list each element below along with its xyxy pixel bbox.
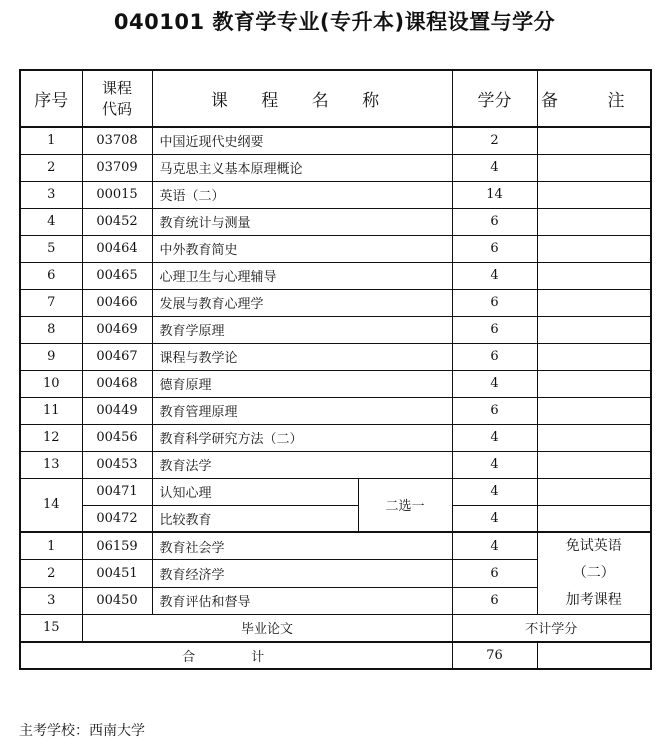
extra-index-1: 1: [20, 532, 82, 560]
course-credits: 2: [452, 127, 537, 154]
total-remark: [537, 642, 651, 669]
thesis-row: [20, 615, 651, 642]
course-name: 马克思主义基本原理概论: [152, 154, 452, 181]
extra-code-3: 00450: [82, 587, 152, 615]
table-row: [20, 316, 651, 343]
header-name: 课 程 名 称: [152, 70, 452, 127]
table-header-row: [20, 70, 651, 127]
table-row: [20, 289, 651, 316]
table-row: [20, 370, 651, 397]
course-index: 9: [20, 343, 82, 370]
course-index: 4: [20, 208, 82, 235]
course-index: 8: [20, 316, 82, 343]
table-row: [20, 181, 651, 208]
course-code: 00466: [82, 289, 152, 316]
course-name: 德育原理: [152, 370, 452, 397]
thesis-credits: 不计学分: [452, 615, 651, 642]
extra-name-1: 教育社会学: [152, 532, 452, 560]
course-name: 教育统计与测量: [152, 208, 452, 235]
table-row: [20, 397, 651, 424]
course-credits: 14: [452, 181, 537, 208]
course-remark: [537, 397, 651, 424]
elective-credits-1: 4: [452, 478, 537, 505]
extra-remark-line-3: 加考课程: [565, 592, 622, 608]
course-credits: 4: [452, 262, 537, 289]
course-remark: [537, 316, 651, 343]
course-remark: [537, 235, 651, 262]
extra-credits-3: 6: [452, 587, 537, 615]
extra-credits-1: 4: [452, 532, 537, 560]
course-index: 2: [20, 154, 82, 181]
course-name: 课程与教学论: [152, 343, 452, 370]
elective-remark-2: [537, 505, 651, 532]
course-remark: [537, 262, 651, 289]
extra-name-3: 教育评估和督导: [152, 587, 452, 615]
course-index: 1: [20, 127, 82, 154]
elective-name-1: 认知心理: [152, 478, 358, 505]
elective-group: [20, 478, 651, 532]
course-credits: 6: [452, 397, 537, 424]
total-label: 合 计: [20, 642, 452, 669]
table-row: [20, 451, 651, 478]
course-name: 中外教育简史: [152, 235, 452, 262]
course-remark: [537, 343, 651, 370]
course-index: 12: [20, 424, 82, 451]
course-credits: 6: [452, 316, 537, 343]
course-credits: 4: [452, 154, 537, 181]
course-remark: [537, 289, 651, 316]
course-name: 教育学原理: [152, 316, 452, 343]
elective-credits-2: 4: [452, 505, 537, 532]
header-code-label: 课程代码: [101, 78, 132, 118]
course-rows: [20, 127, 651, 478]
course-name: 英语（二）: [152, 181, 452, 208]
course-name: 发展与教育心理学: [152, 289, 452, 316]
elective-note: 二选一: [358, 478, 452, 532]
thesis-name: 毕业论文: [82, 615, 452, 642]
header-credits: 学分: [452, 70, 537, 127]
course-code: 00015: [82, 181, 152, 208]
course-remark: [537, 181, 651, 208]
elective-name-2: 比较教育: [152, 505, 358, 532]
course-code: 03708: [82, 127, 152, 154]
table-row: [20, 532, 651, 560]
table-row: [20, 262, 651, 289]
course-name: 教育法学: [152, 451, 452, 478]
course-table: [19, 69, 652, 670]
header-code: [82, 70, 152, 127]
thesis-index: 15: [20, 615, 82, 642]
course-code: 00469: [82, 316, 152, 343]
course-code: 00464: [82, 235, 152, 262]
course-code: 00453: [82, 451, 152, 478]
extra-remark: [537, 532, 651, 615]
course-credits: 6: [452, 343, 537, 370]
course-credits: 6: [452, 235, 537, 262]
table-row: [20, 154, 651, 181]
course-name: 教育科学研究方法（二）: [152, 424, 452, 451]
course-index: 3: [20, 181, 82, 208]
total-row: [20, 642, 651, 669]
extra-credits-2: 6: [452, 560, 537, 588]
extra-index-3: 3: [20, 587, 82, 615]
course-credits: 6: [452, 208, 537, 235]
course-name: 心理卫生与心理辅导: [152, 262, 452, 289]
course-name: 中国近现代史纲要: [152, 127, 452, 154]
course-credits: 6: [452, 289, 537, 316]
course-remark: [537, 154, 651, 181]
course-index: 7: [20, 289, 82, 316]
table-row: [20, 208, 651, 235]
extra-remark-line-2: （二）: [572, 565, 615, 581]
table-row: [20, 505, 651, 532]
extra-courses: [20, 532, 651, 669]
course-remark: [537, 127, 651, 154]
total-credits: 76: [452, 642, 537, 669]
extra-code-2: 00451: [82, 560, 152, 588]
course-remark: [537, 451, 651, 478]
table-row: [20, 235, 651, 262]
page-title: 040101 教育学专业(专升本)课程设置与学分: [113, 10, 556, 34]
course-code: 00452: [82, 208, 152, 235]
course-code: 00449: [82, 397, 152, 424]
exam-school: 主考学校：西南大学: [19, 723, 145, 739]
header-index: 序号: [20, 70, 82, 127]
course-remark: [537, 370, 651, 397]
extra-index-2: 2: [20, 560, 82, 588]
course-credits: 4: [452, 451, 537, 478]
header-remark: 备 注: [537, 70, 651, 127]
elective-code-2: 00472: [82, 505, 152, 532]
course-code: 03709: [82, 154, 152, 181]
course-index: 5: [20, 235, 82, 262]
course-index: 10: [20, 370, 82, 397]
elective-index: 14: [20, 478, 82, 532]
course-code: 00468: [82, 370, 152, 397]
course-index: 6: [20, 262, 82, 289]
course-remark: [537, 424, 651, 451]
course-code: 00467: [82, 343, 152, 370]
course-credits: 4: [452, 370, 537, 397]
table-row: [20, 127, 651, 154]
extra-remark-line-1: 免试英语: [565, 538, 622, 554]
course-remark: [537, 208, 651, 235]
course-code: 00456: [82, 424, 152, 451]
table-row: [20, 343, 651, 370]
course-credits: 4: [452, 424, 537, 451]
extra-code-1: 06159: [82, 532, 152, 560]
elective-remark-1: [537, 478, 651, 505]
table-row: [20, 478, 651, 505]
table-row: [20, 424, 651, 451]
course-index: 11: [20, 397, 82, 424]
course-code: 00465: [82, 262, 152, 289]
course-name: 教育管理原理: [152, 397, 452, 424]
elective-code-1: 00471: [82, 478, 152, 505]
extra-name-2: 教育经济学: [152, 560, 452, 588]
course-index: 13: [20, 451, 82, 478]
